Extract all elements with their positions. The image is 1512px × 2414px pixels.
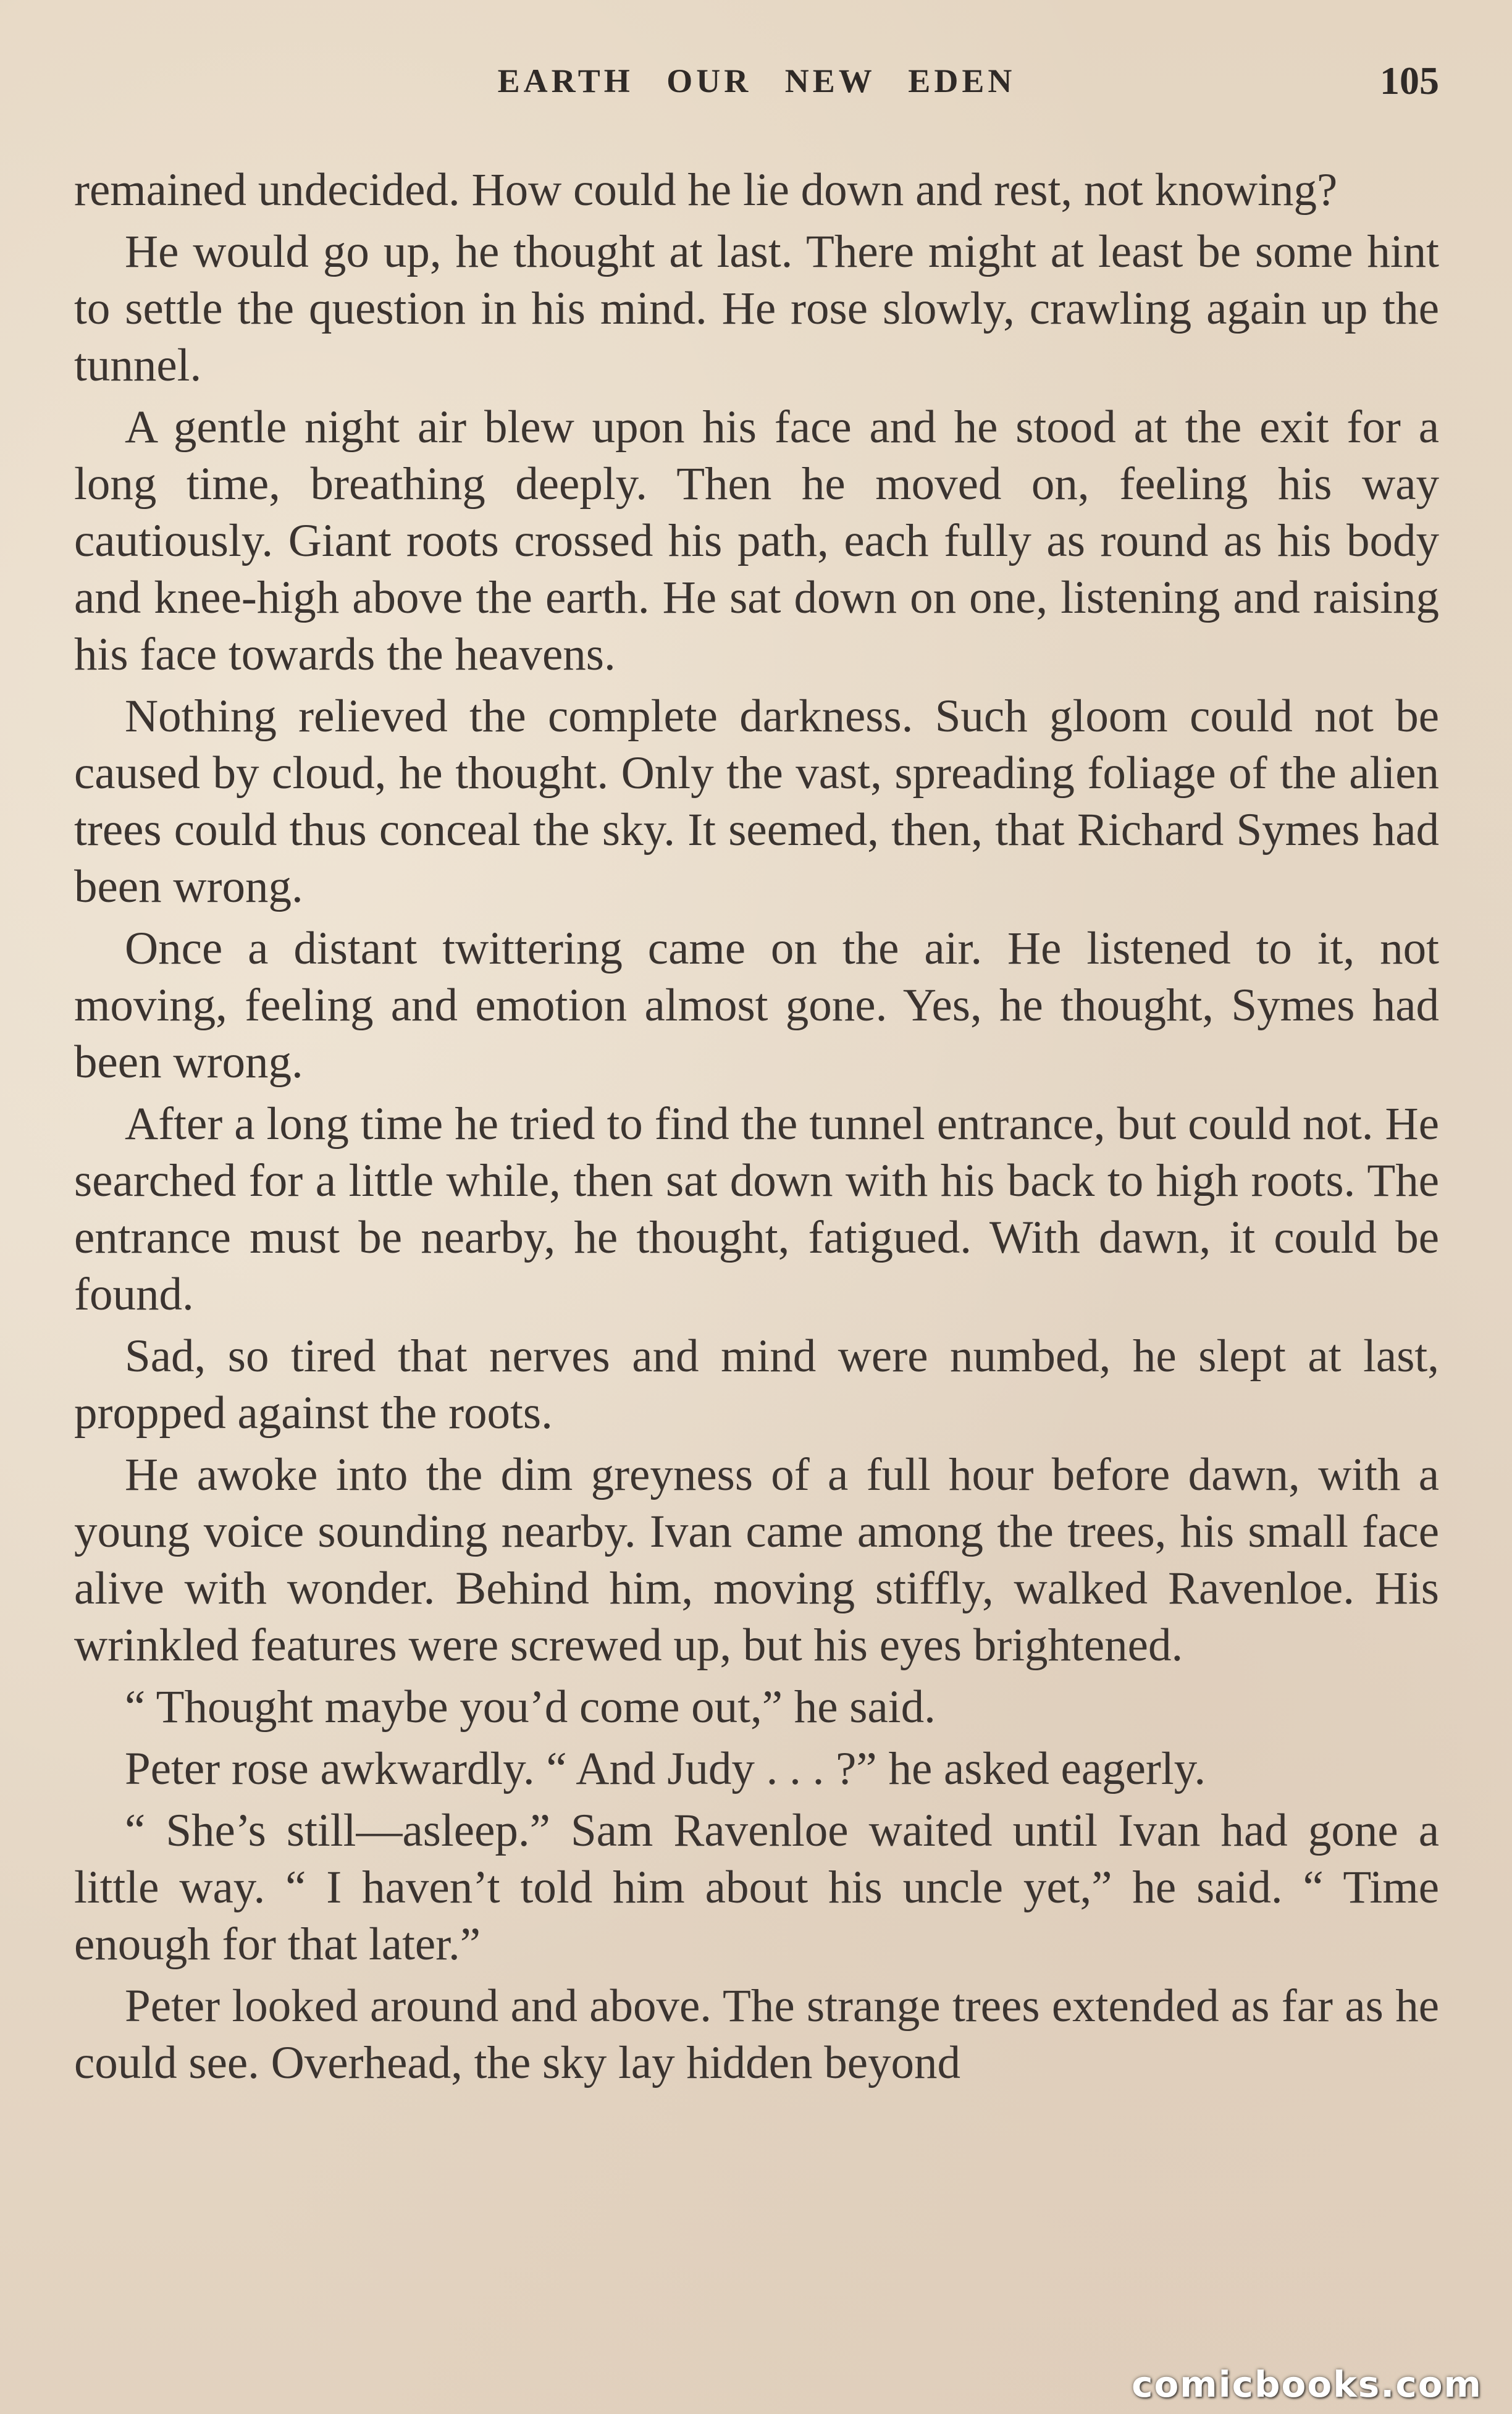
paragraph-7: Sad, so tired that nerves and mind were numbed, he slept at last, propped against the roots.	[74, 1331, 1439, 1439]
paragraph-9: “ Thought maybe you’d come out,” he said.	[125, 1681, 936, 1733]
paragraph-8: He awoke into the dim greyness of a full hour before dawn, with a young voice sounding nearby. Ivan came among the trees, his small face alive with wonder. Behind him, moving stiffly, walked Ravenloe. His wrinkled features were screwed up, but his eyes brightened.	[74, 1449, 1439, 1671]
paragraph-5: Once a distant twittering came on the air. He listened to it, not moving, feeling and emotion almost gone. Yes, he thought, Symes had been wrong.	[74, 923, 1439, 1088]
paragraph-4: Nothing relieved the complete darkness. Such gloom could not be caused by cloud, he thought. Only the vast, spreading foliage of the alien trees could thus conceal the sky. It seemed, then, that Richard Symes had been wrong.	[74, 691, 1439, 912]
body-text	[74, 162, 1439, 2096]
paragraph-12: Peter looked around and above. The strange trees extended as far as he could see. Overhead, the sky lay hidden beyond	[74, 1980, 1439, 2088]
paragraph-3: A gentle night air blew upon his face and he stood at the exit for a long time, breathing deeply. Then he moved on, feeling his way cautiously. Giant roots crossed his path, each fully as round as his body and knee-high above the earth. He sat down on one, listening and raising his face towards the heavens.	[74, 402, 1439, 680]
paragraph-2: He would go up, he thought at last. There might at least be some hint to settle the question in his mind. He rose slowly, crawling again up the tunnel.	[74, 226, 1439, 391]
paragraph-11: “ She’s still—asleep.” Sam Ravenloe waited until Ivan had gone a little way. “ I haven’t told him about his uncle yet,” he said. “ Time enough for that later.”	[74, 1805, 1439, 1970]
watermark: comicbooks.com	[1132, 2363, 1482, 2405]
page-number: 105	[1380, 59, 1439, 103]
paragraph-1: remained undecided. How could he lie down and rest, not knowing?	[74, 164, 1338, 216]
paragraph-6: After a long time he tried to find the tunnel entrance, but could not. He searched for a little while, then sat down with his back to high roots. The entrance must be nearby, he thought, fatigued. With dawn, it could be found.	[74, 1098, 1439, 1320]
running-head	[74, 59, 1439, 117]
running-title: EARTH OUR NEW EDEN	[497, 62, 1016, 99]
paragraph-10: Peter rose awkwardly. “ And Judy . . . ?” he asked eagerly.	[125, 1743, 1206, 1794]
